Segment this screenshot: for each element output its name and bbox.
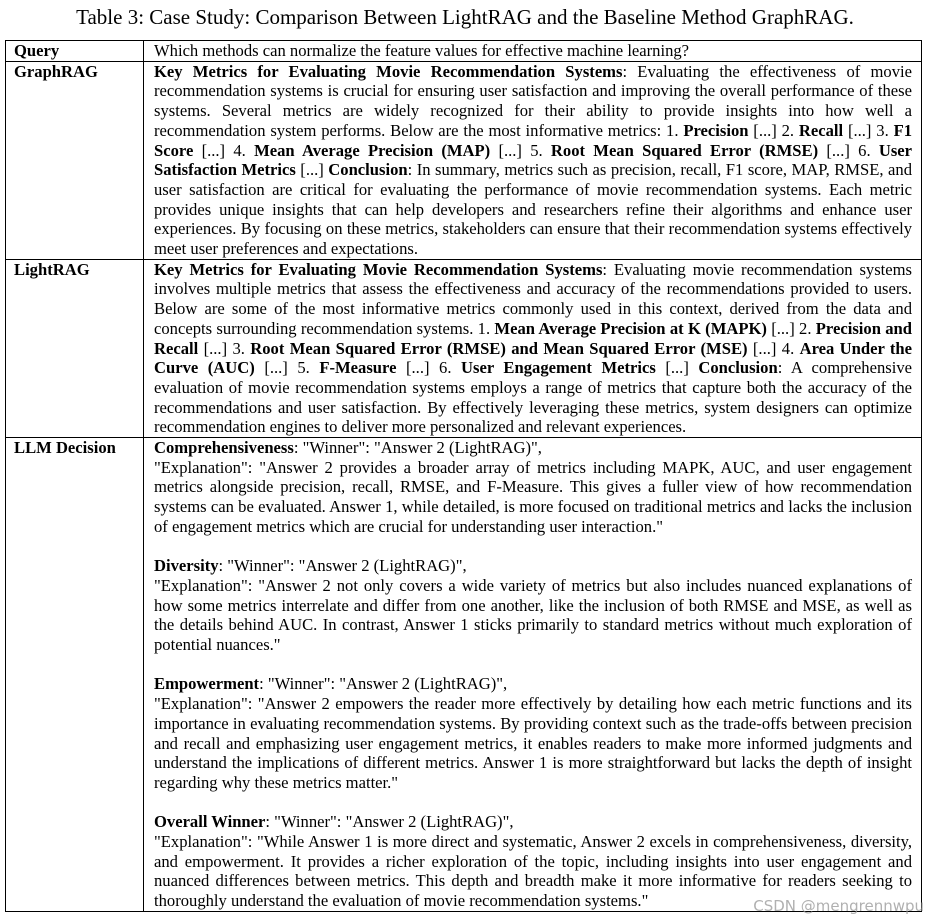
answer-text-run: : In summary, metrics such as precision, recall, F1 score, MAP, RMSE, and user satisfaction are critical for evaluating the performance of movie recommendation systems. Each metric provides unique insights that can help developers and researchers refine their algorithms and enhance user experiences. By focusing on these metrics, stakeholders can ensure that their recommendation systems effectively meet user preferences and expectations.: [154, 160, 913, 259]
bold-term: Conclusion: [698, 358, 778, 378]
llm-decision: [144, 438, 922, 912]
answer-text-run: [...] 3.: [843, 120, 894, 140]
table-row-decision: [6, 438, 922, 912]
row-label-graphrag: GraphRAG: [6, 61, 144, 259]
decision-empowerment: [154, 674, 912, 792]
watermark: CSDN @mengrennwpu: [753, 897, 924, 915]
criterion-name: Overall Winner: [154, 812, 266, 832]
criterion-explanation: "Explanation": "While Answer 1 is more direct and systematic, Answer 2 excels in comprehensiveness, diversity, and empowerment. It provides a richer exploration of the topic, including insights into user engagement and nuanced differences between metrics. This depth and breadth make it more informative for readers seeking to thoroughly understand the evaluation of movie recommendation systems.": [154, 832, 912, 911]
lightrag-answer-text: [154, 260, 912, 437]
answer-text-run: : Evaluating movie recommendation systems involves multiple metrics that assess the effectiveness and accuracy of the recommendations provided to users. Below are some of the most informative metrics commonly used in this context, derived from the data and concepts surrounding recommendation systems. 1.: [154, 259, 913, 338]
criterion-name: Diversity: [154, 556, 219, 576]
row-label-lightrag: LightRAG: [6, 259, 144, 437]
table-row-query: [6, 41, 922, 62]
query-text: Which methods can normalize the feature values for effective machine learning?: [144, 41, 922, 62]
bold-term: Precision and Recall: [154, 318, 912, 358]
bold-term: Mean Average Precision (MAP): [254, 140, 491, 160]
bold-term: User Satisfaction Metrics: [154, 140, 913, 180]
decision-comprehensiveness: [154, 438, 912, 537]
row-label-query: Query: [6, 41, 144, 62]
answer-text-run: [...]: [295, 160, 329, 180]
criterion-name: Comprehensiveness: [154, 438, 294, 458]
table-caption: Table 3: Case Study: Comparison Between LightRAG and the Baseline Method GraphRAG.: [76, 5, 854, 29]
case-study-table: [5, 40, 922, 912]
decision-diversity: [154, 556, 912, 655]
criterion-name: Empowerment: [154, 674, 260, 694]
answer-text-run: [...] 5.: [254, 358, 320, 378]
bold-term: Mean Average Precision at K (MAPK): [494, 318, 767, 338]
criterion-winner: : "Winner": "Answer 2 (LightRAG)",: [265, 812, 514, 832]
graphrag-answer-text: [154, 62, 912, 259]
answer-text-run: [...] 5.: [490, 140, 551, 160]
bold-term: Root Mean Squared Error (RMSE): [550, 140, 819, 160]
criterion-winner: : "Winner": "Answer 2 (LightRAG)",: [218, 556, 467, 576]
answer-text-run: : A comprehensive evaluation of movie recommendation systems employs a range of metrics that capture both the accuracy of the recommendations and user satisfaction. By effectively leveraging these metrics, system designers can optimize recommendation engines to deliver more personalized and relevant experiences.: [154, 358, 912, 437]
bold-term: Key Metrics for Evaluating Movie Recommendation Systems: [154, 259, 603, 279]
bold-term: Recall: [798, 120, 844, 140]
criterion-explanation: "Explanation": "Answer 2 not only covers a wide variety of metrics but also includes nuanced explanations of how some metrics interrelate and differ from one another, like the inclusion of both RMSE and MSE, as well as the details behind AUC. In contrast, Answer 1 sticks primarily to standard metrics without much exploration of potential nuances.": [154, 575, 912, 655]
answer-text-run: [...] 2.: [748, 120, 799, 140]
table-row-lightrag: [6, 259, 922, 437]
bold-term: Area Under the Curve (AUC): [154, 338, 913, 378]
bold-term: F-Measure: [319, 358, 397, 378]
graphrag-answer: [144, 61, 922, 259]
answer-text-run: [...] 4.: [747, 338, 800, 358]
criterion-winner: : "Winner": "Answer 2 (LightRAG)",: [259, 674, 508, 694]
table-row-graphrag: [6, 61, 922, 259]
bold-term: User Engagement Metrics: [461, 358, 656, 378]
criterion-winner: : "Winner": "Answer 2 (LightRAG)",: [293, 438, 542, 458]
lightrag-answer: [144, 259, 922, 437]
criterion-explanation: "Explanation": "Answer 2 provides a broader array of metrics including MAPK, AUC, and user engagement metrics alongside precision, recall, RMSE, and F-Measure. This gives a fuller view of how recommendation systems can be evaluated. Answer 1, while detailed, is more focused on traditional metrics and lacks the inclusion of engagement metrics which are crucial for understanding user interaction.": [154, 457, 912, 536]
row-label-decision: LLM Decision: [6, 438, 144, 912]
bold-term: F1 Score: [154, 120, 912, 160]
criterion-explanation: "Explanation": "Answer 2 empowers the reader more effectively by detailing how each metric functions and its importance in evaluating recommendation systems. By providing context such as the trade-offs between precision and recall and emphasizing user engagement metrics, it enables readers to make more informed judgments and understand the implications of different metrics. Answer 1 is more straightforward but lacks the depth of insight regarding why these metrics matter.": [154, 694, 912, 792]
answer-text-run: [...] 2.: [766, 318, 816, 338]
bold-term: Conclusion: [328, 160, 408, 180]
answer-text-run: [...] 4.: [193, 140, 255, 160]
bold-term: Key Metrics for Evaluating Movie Recommendation Systems: [154, 61, 623, 81]
answer-text-run: [...]: [655, 358, 699, 378]
answer-text-run: [...] 6.: [818, 140, 879, 160]
bold-term: Precision: [683, 120, 749, 140]
answer-text-run: [...] 6.: [396, 358, 462, 378]
answer-text-run: : Evaluating the effectiveness of movie recommendation systems is crucial for ensuring user satisfaction and improving the overall performance of these systems. Several metrics are widely recognized for their ability to provide insights into how well a recommendation system performs. Below are the most informative metrics: 1.: [154, 61, 912, 140]
answer-text-run: [...] 3.: [198, 338, 251, 358]
bold-term: Root Mean Squared Error (RMSE) and Mean Squared Error (MSE): [250, 338, 748, 358]
